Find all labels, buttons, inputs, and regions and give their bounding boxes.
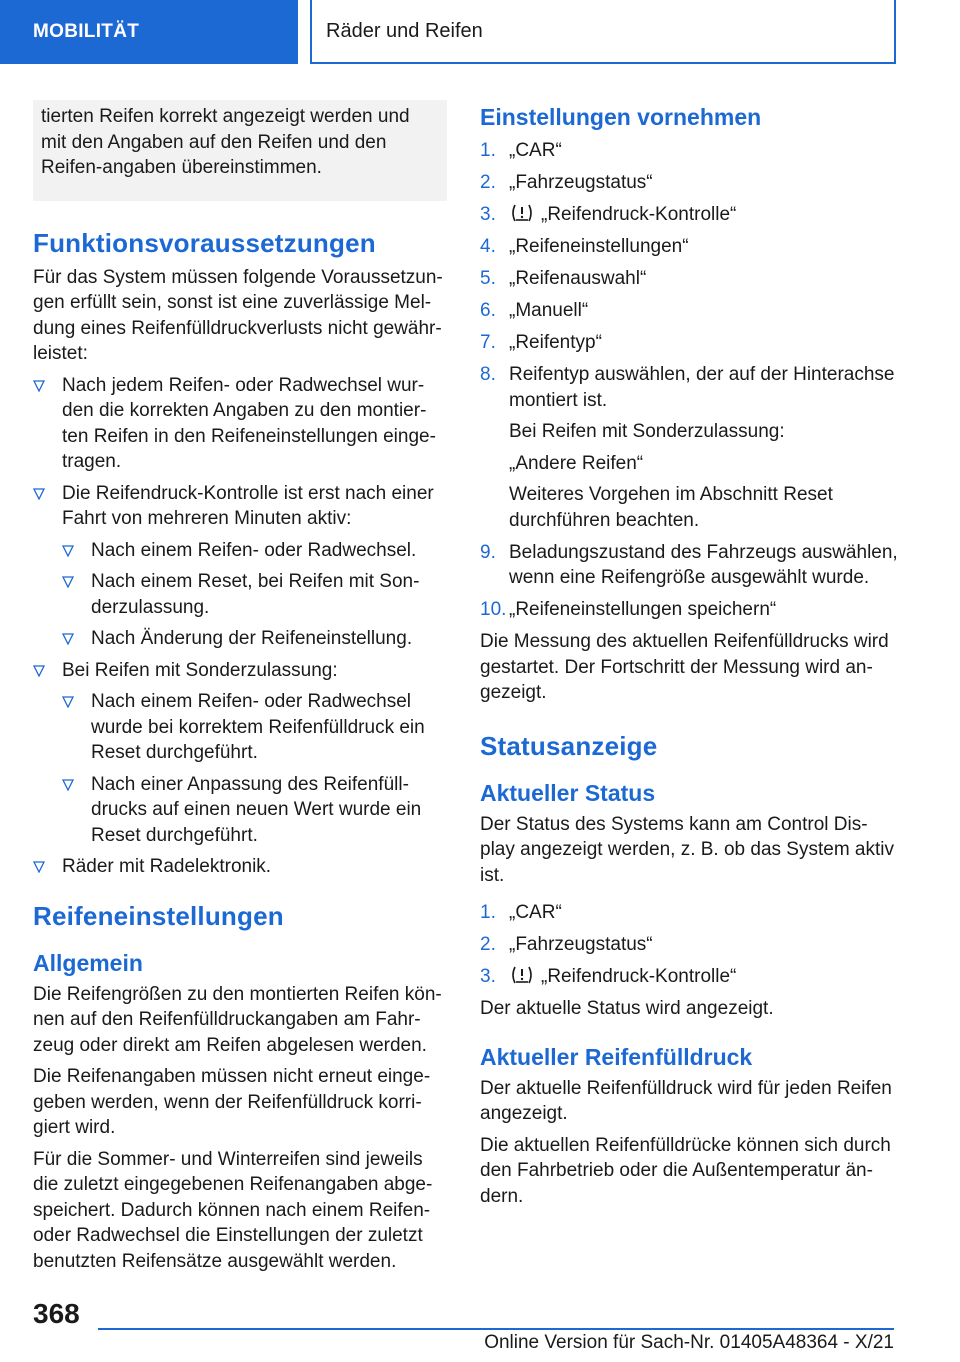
footer-divider: [98, 1328, 894, 1330]
status-steps: [480, 900, 898, 990]
list-item: [62, 569, 447, 620]
paragraph: Der aktuelle Status wird angezeigt.: [480, 998, 774, 1019]
step-text: „Fahrzeugstatus“: [509, 934, 653, 955]
paragraph: Die Reifenangaben müssen nicht erneut einge-geben werden, wenn der Reifenfülldruck korri-giert wird.: [33, 1066, 431, 1138]
step-number: 9.: [480, 541, 496, 563]
step-number: 3.: [480, 204, 496, 225]
triangle-bullet-icon: [62, 545, 74, 557]
requirements-list: [33, 373, 447, 880]
step-text: Beladungszustand des Fahrzeugs auswählen, wenn eine Reifengröße ausgewählt wurde.: [509, 541, 898, 588]
triangle-bullet-icon: [33, 488, 45, 500]
paragraph: Die Reifengrößen zu den montierten Reifen kön-nen auf den Reifenfülldruckangaben am Fahr-zeug oder direkt am Reifen abgelesen werden.: [33, 983, 442, 1056]
page-number: 368: [33, 1298, 80, 1329]
step-number: 1.: [480, 902, 496, 923]
list-item: [62, 626, 447, 652]
list-item-text: Nach einem Reifen- oder Radwechsel.: [91, 539, 417, 561]
step-item: [480, 597, 898, 623]
triangle-bullet-icon: [62, 779, 74, 791]
step-item: [480, 330, 898, 356]
triangle-bullet-icon: [62, 696, 74, 708]
paragraph: Die aktuellen Reifenfülldrücke können sich durch den Fahrbetrieb oder die Außentemperatur än-dern.: [480, 1134, 891, 1207]
triangle-bullet-icon: [33, 665, 45, 677]
step-text: „Manuell“: [509, 300, 589, 321]
list-item: [33, 658, 447, 849]
step-item: [480, 900, 898, 926]
list-item-text: Nach jedem Reifen- oder Radwechsel wur-den die korrekten Angaben zu den montier-ten Reifen in den Reifeneinstellungen einge-tragen.: [62, 374, 436, 472]
step-item: [480, 964, 898, 990]
footer-version: Online Version für Sach-Nr. 01405A48364 - X/21: [484, 1332, 894, 1353]
step-item: [480, 540, 898, 591]
subheading-aktueller-status: Aktueller Status: [480, 779, 656, 806]
step-item: [480, 932, 898, 958]
triangle-bullet-icon: [62, 576, 74, 588]
step-text: „Reifentyp“: [509, 332, 602, 353]
paragraph: Der Status des Systems kann am Control Dis-play angezeigt werden, z. B. ob das System aktiv ist.: [480, 813, 894, 886]
page-header: [0, 0, 960, 66]
step-text: „CAR“: [509, 140, 562, 161]
settings-steps: [480, 138, 898, 623]
sub-list: [62, 538, 447, 652]
heading-statusanzeige: Statusanzeige: [480, 730, 658, 761]
tire-pressure-warning-icon: [509, 965, 535, 985]
triangle-bullet-icon: [62, 633, 74, 645]
list-item: [33, 481, 447, 652]
step-number: 6.: [480, 300, 496, 321]
step-number: 5.: [480, 268, 496, 289]
step-item: [480, 202, 898, 228]
list-item: [62, 772, 447, 849]
chapter-title: Räder und Reifen: [310, 0, 896, 64]
list-item-text: Räder mit Radelektronik.: [62, 856, 272, 877]
note-text: tierten Reifen korrekt angezeigt werden und mit den Angaben auf den Reifen und den Reifen-angaben übereinstimmen.: [41, 106, 410, 178]
step-number: 8.: [480, 364, 496, 385]
paragraph: Der aktuelle Reifenfülldruck wird für jeden Reifen angezeigt.: [480, 1077, 892, 1124]
subheading-allgemein: Allgemein: [33, 949, 143, 976]
step-number: 2.: [480, 172, 496, 193]
step-text: „Reifeneinstellungen speichern“: [509, 599, 777, 620]
list-item: [62, 538, 447, 564]
list-item-text: Bei Reifen mit Sonderzulassung:: [62, 659, 338, 681]
heading-einstellungen-vornehmen: Einstellungen vornehmen: [480, 104, 762, 130]
left-column: [33, 100, 447, 1280]
step-note: Weiteres Vorgehen im Abschnitt Reset durchführen beachten.: [509, 484, 833, 531]
step-item: [480, 138, 898, 164]
step-text: „Fahrzeugstatus“: [509, 172, 653, 193]
step-note: „Andere Reifen“: [509, 452, 644, 474]
step-text: „Reifendruck-Kontrolle“: [541, 204, 737, 225]
step-number: 10.: [480, 599, 507, 620]
section-tab: MOBILITÄT: [0, 0, 298, 64]
step-item: [480, 298, 898, 324]
list-item: [62, 689, 447, 766]
list-item-text: Nach einem Reifen- oder Radwechsel wurde bei korrektem Reifenfülldruck ein Reset durchgeführt.: [91, 691, 425, 763]
list-item-text: Die Reifendruck-Kontrolle ist erst nach einer Fahrt von mehreren Minuten aktiv:: [62, 482, 434, 529]
step-text: „CAR“: [509, 902, 562, 923]
step-number: 2.: [480, 934, 496, 955]
list-item: [33, 854, 447, 880]
step-item: [480, 170, 898, 196]
list-item-text: Nach einer Anpassung des Reifenfüll-drucks auf einen neuen Wert wurde ein Reset durchgeführt.: [91, 773, 422, 846]
list-item-text: Nach einem Reset, bei Reifen mit Son-derzulassung.: [91, 571, 420, 618]
list-item-text: Nach Änderung der Reifeneinstellung.: [91, 628, 413, 649]
heading-reifeneinstellungen: Reifeneinstellungen: [33, 900, 284, 931]
triangle-bullet-icon: [33, 861, 45, 873]
note-box: [33, 100, 447, 201]
step-number: 4.: [480, 236, 496, 257]
step-text: „Reifeneinstellungen“: [509, 236, 689, 257]
step-item: [480, 362, 898, 533]
step-text: „Reifenauswahl“: [509, 268, 647, 289]
step-number: 7.: [480, 332, 496, 353]
step-note: Bei Reifen mit Sonderzulassung:: [509, 421, 785, 442]
triangle-bullet-icon: [33, 380, 45, 392]
step-item: [480, 234, 898, 260]
paragraph: Für die Sommer- und Winterreifen sind jeweils die zuletzt eingegebenen Reifenangaben abge-speichert. Dadurch können nach einem Reifen- oder Radwechsel die Einstellungen der zuletzt benutzten Reifensätze ausgewählt werden.: [33, 1148, 433, 1272]
step-text: Reifentyp auswählen, der auf der Hinterachse montiert ist.: [509, 364, 895, 411]
step-text: „Reifendruck-Kontrolle“: [541, 966, 737, 987]
list-item: [33, 373, 447, 475]
paragraph: Die Messung des aktuellen Reifenfülldrucks wird gestartet. Der Fortschritt der Messung wird an-gezeigt.: [480, 631, 889, 703]
step-number: 1.: [480, 140, 496, 161]
funk-intro: Für das System müssen folgende Voraussetzun-gen erfüllt sein, sonst ist eine zuverlässige Mel-dung eines Reifenfülldruckverlusts nicht gewähr-leistet:: [33, 266, 443, 364]
sub-list: [62, 689, 447, 848]
heading-funktionsvoraussetzungen: Funktionsvoraussetzungen: [33, 227, 376, 258]
step-item: [480, 266, 898, 292]
tire-pressure-warning-icon: [509, 203, 535, 223]
right-column: [480, 100, 898, 1215]
step-number: 3.: [480, 966, 496, 987]
subheading-aktueller-reifenfuelldruck: Aktueller Reifenfülldruck: [480, 1043, 753, 1070]
